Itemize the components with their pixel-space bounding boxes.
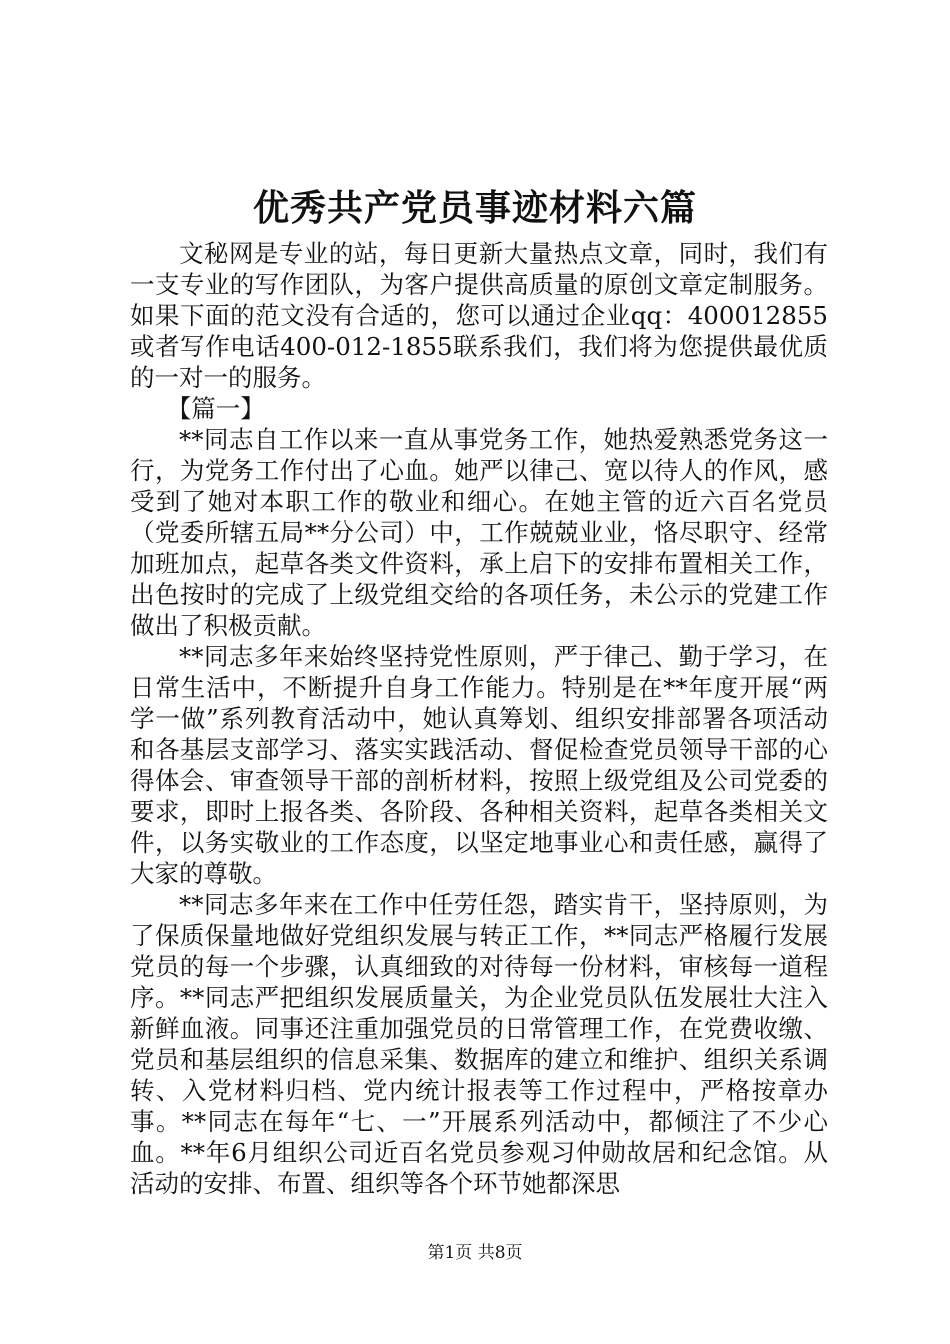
section-heading: 【篇一】 <box>166 394 265 423</box>
document-title: 优秀共产党员事迹材料六篇 <box>252 187 697 229</box>
page-number-footer: 第1页 共8页 <box>427 1243 523 1263</box>
body-paragraph-1: **同志自工作以来一直从事党务工作，她热爱熟悉党务这一行，为党务工作付出了心血。她严以律己、宽以待人的作风，感受到了她对本职工作的敬业和细心。在她主管的近六百名党员（党委所辖五局**分公司）中，工作兢兢业业，恪尽职守、经常加班加点，起草各类文件资料，承上启下的安排布置相关工作，出色按时的完成了上级党组交给的各项任务，未公示的党建工作做出了积极贡献。 <box>130 425 828 640</box>
body-paragraph-2: **同志多年来始终坚持党性原则，严于律己、勤于学习，在日常生活中，不断提升自身工作能力。特别是在**年度开展“两学一做”系列教育活动中，她认真筹划、组织安排部署各项活动和各基层支部学习、落实实践活动、督促检查党员领导干部的心得体会、审查领导干部的剖析材料，按照上级党组及公司党委的要求，即时上报各类、各阶段、各种相关资料，起草各类相关文件，以务实敬业的工作态度，以坚定地事业心和责任感，赢得了大家的尊敬。 <box>130 642 828 888</box>
document-body <box>130 238 828 1199</box>
intro-paragraph: 文秘网是专业的站，每日更新大量热点文章，同时，我们有一支专业的写作团队，为客户提供高质量的原创文章定制服务。如果下面的范文没有合适的，您可以通过企业qq：400012855或者写作电话400-012-1855联系我们，我们将为您提供最优质的一对一的服务。 <box>130 239 828 392</box>
body-paragraph-3: **同志多年来在工作中任劳任怨，踏实肯干，坚持原则，为了保质保量地做好党组织发展与转正工作，**同志严格履行发展党员的每一个步骤，认真细致的对待每一份材料，审核每一道程序。**同志严把组织发展质量关，为企业党员队伍发展壮大注入新鲜血液。同事还注重加强党员的日常管理工作，在党费收缴、党员和基层组织的信息采集、数据库的建立和维护、组织关系调转、入党材料归档、党内统计报表等工作过程中，严格按章办事。**同志在每年“七、一”开展系列活动中，都倾注了不少心血。**年6月组织公司近百名党员参观习仲勋故居和纪念馆。从活动的安排、布置、组织等各个环节她都深思 <box>130 890 828 1198</box>
